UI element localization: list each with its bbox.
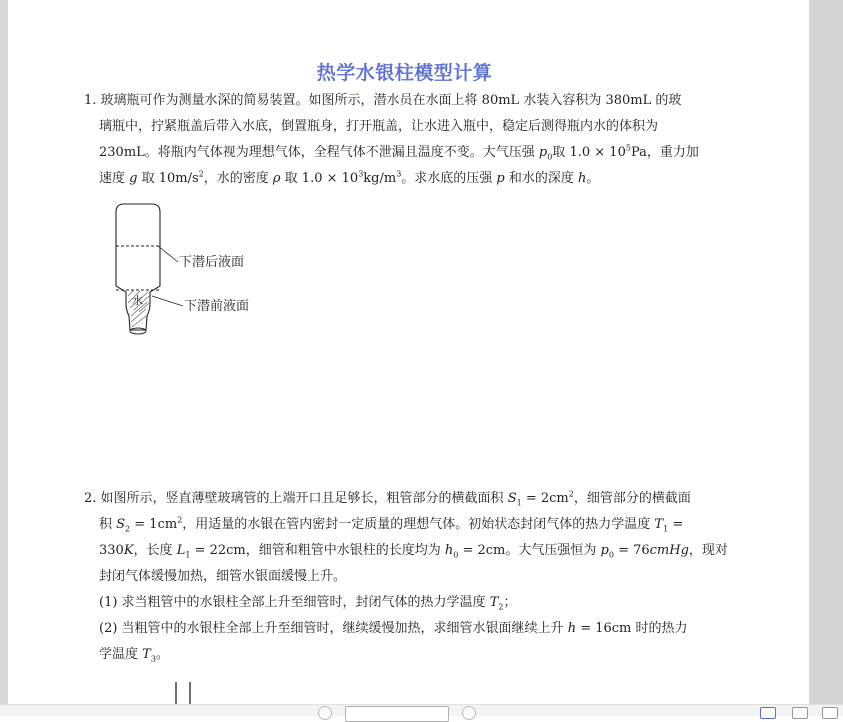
single-page-view-icon[interactable] <box>760 707 776 719</box>
question-2 <box>84 486 744 668</box>
page-title: 热学水银柱模型计算 <box>316 62 493 84</box>
q1-line-4: 速度 g 取 $10m/s^2$，水的密度 ρ 取 $1.0 \times 10^3kg/m^3$。求水底的压强 p 和水的深度 h。 <box>99 169 600 186</box>
question-1 <box>84 88 744 192</box>
q2-subquestion-1: (1) 求当粗管中的水银柱全部上升至细管时，封闭气体的热力学温度 $T_2$； <box>99 595 517 612</box>
page-number-input[interactable] <box>345 706 449 722</box>
prev-page-button[interactable] <box>318 706 332 720</box>
q2-subquestion-2-cont: 学温度 $T_3$。 <box>99 647 169 664</box>
bottle-cap-ellipse <box>130 328 146 334</box>
water-label: 水 <box>132 294 143 307</box>
q2-line-3: 330K，长度 $L_1 = 22cm$，细管和粗管中水银柱的长度均为 $h_0 = 2cm$。大气压强恒为 $p_0$ = 76cmHg，现对 <box>99 543 728 560</box>
before-leader-line <box>152 296 183 306</box>
q1-line-2: 璃瓶中，拧紧瓶盖后带入水底，倒置瓶身，打开瓶盖，让水进入瓶中，稳定后测得瓶内水的体积为 <box>99 119 659 134</box>
next-page-button[interactable] <box>462 706 476 720</box>
q2-line-1: 2. 如图所示，竖直薄壁玻璃管的上端开口且足够长，粗管部分的横截面积 $S_1 = 2cm^2$，细管部分的横截面 <box>84 489 691 508</box>
document-page <box>8 0 801 704</box>
q2-line-2: 积 $S_2 = 1cm^2$，用适量的水银在管内密封一定质量的理想气体。初始状态封闭气体的热力学温度 $T_1$ = <box>99 515 684 534</box>
scroll-view-icon[interactable] <box>822 707 838 719</box>
bottle-figure <box>106 200 276 345</box>
q2-subquestion-2: (2) 当粗管中的水银柱全部上升至细管时，继续缓慢加热，求细管水银面继续上升 h = 16cm 时的热力 <box>99 621 688 636</box>
q2-line-4: 封闭气体缓慢加热，细管水银面缓慢上升。 <box>99 569 347 584</box>
double-page-view-icon[interactable] <box>792 707 808 719</box>
after-leader-line <box>158 246 178 262</box>
label-after-dive: 下潜后液面 <box>179 255 245 270</box>
label-before-dive: 下潜前液面 <box>184 299 250 314</box>
tube-figure <box>163 680 203 704</box>
page-right-margin <box>801 0 809 704</box>
q1-line-3: 230mL。将瓶内气体视为理想气体，全程气体不泄漏且温度不变。大气压强 $p_0$取 $1.0 \times 10^5Pa$，重力加 <box>99 143 699 162</box>
q1-line-1: 1. 玻璃瓶可作为测量水深的简易装置。如图所示，潜水员在水面上将 80mL 水装入容积为 380mL 的玻 <box>84 93 682 108</box>
bottle-outline <box>116 204 160 330</box>
